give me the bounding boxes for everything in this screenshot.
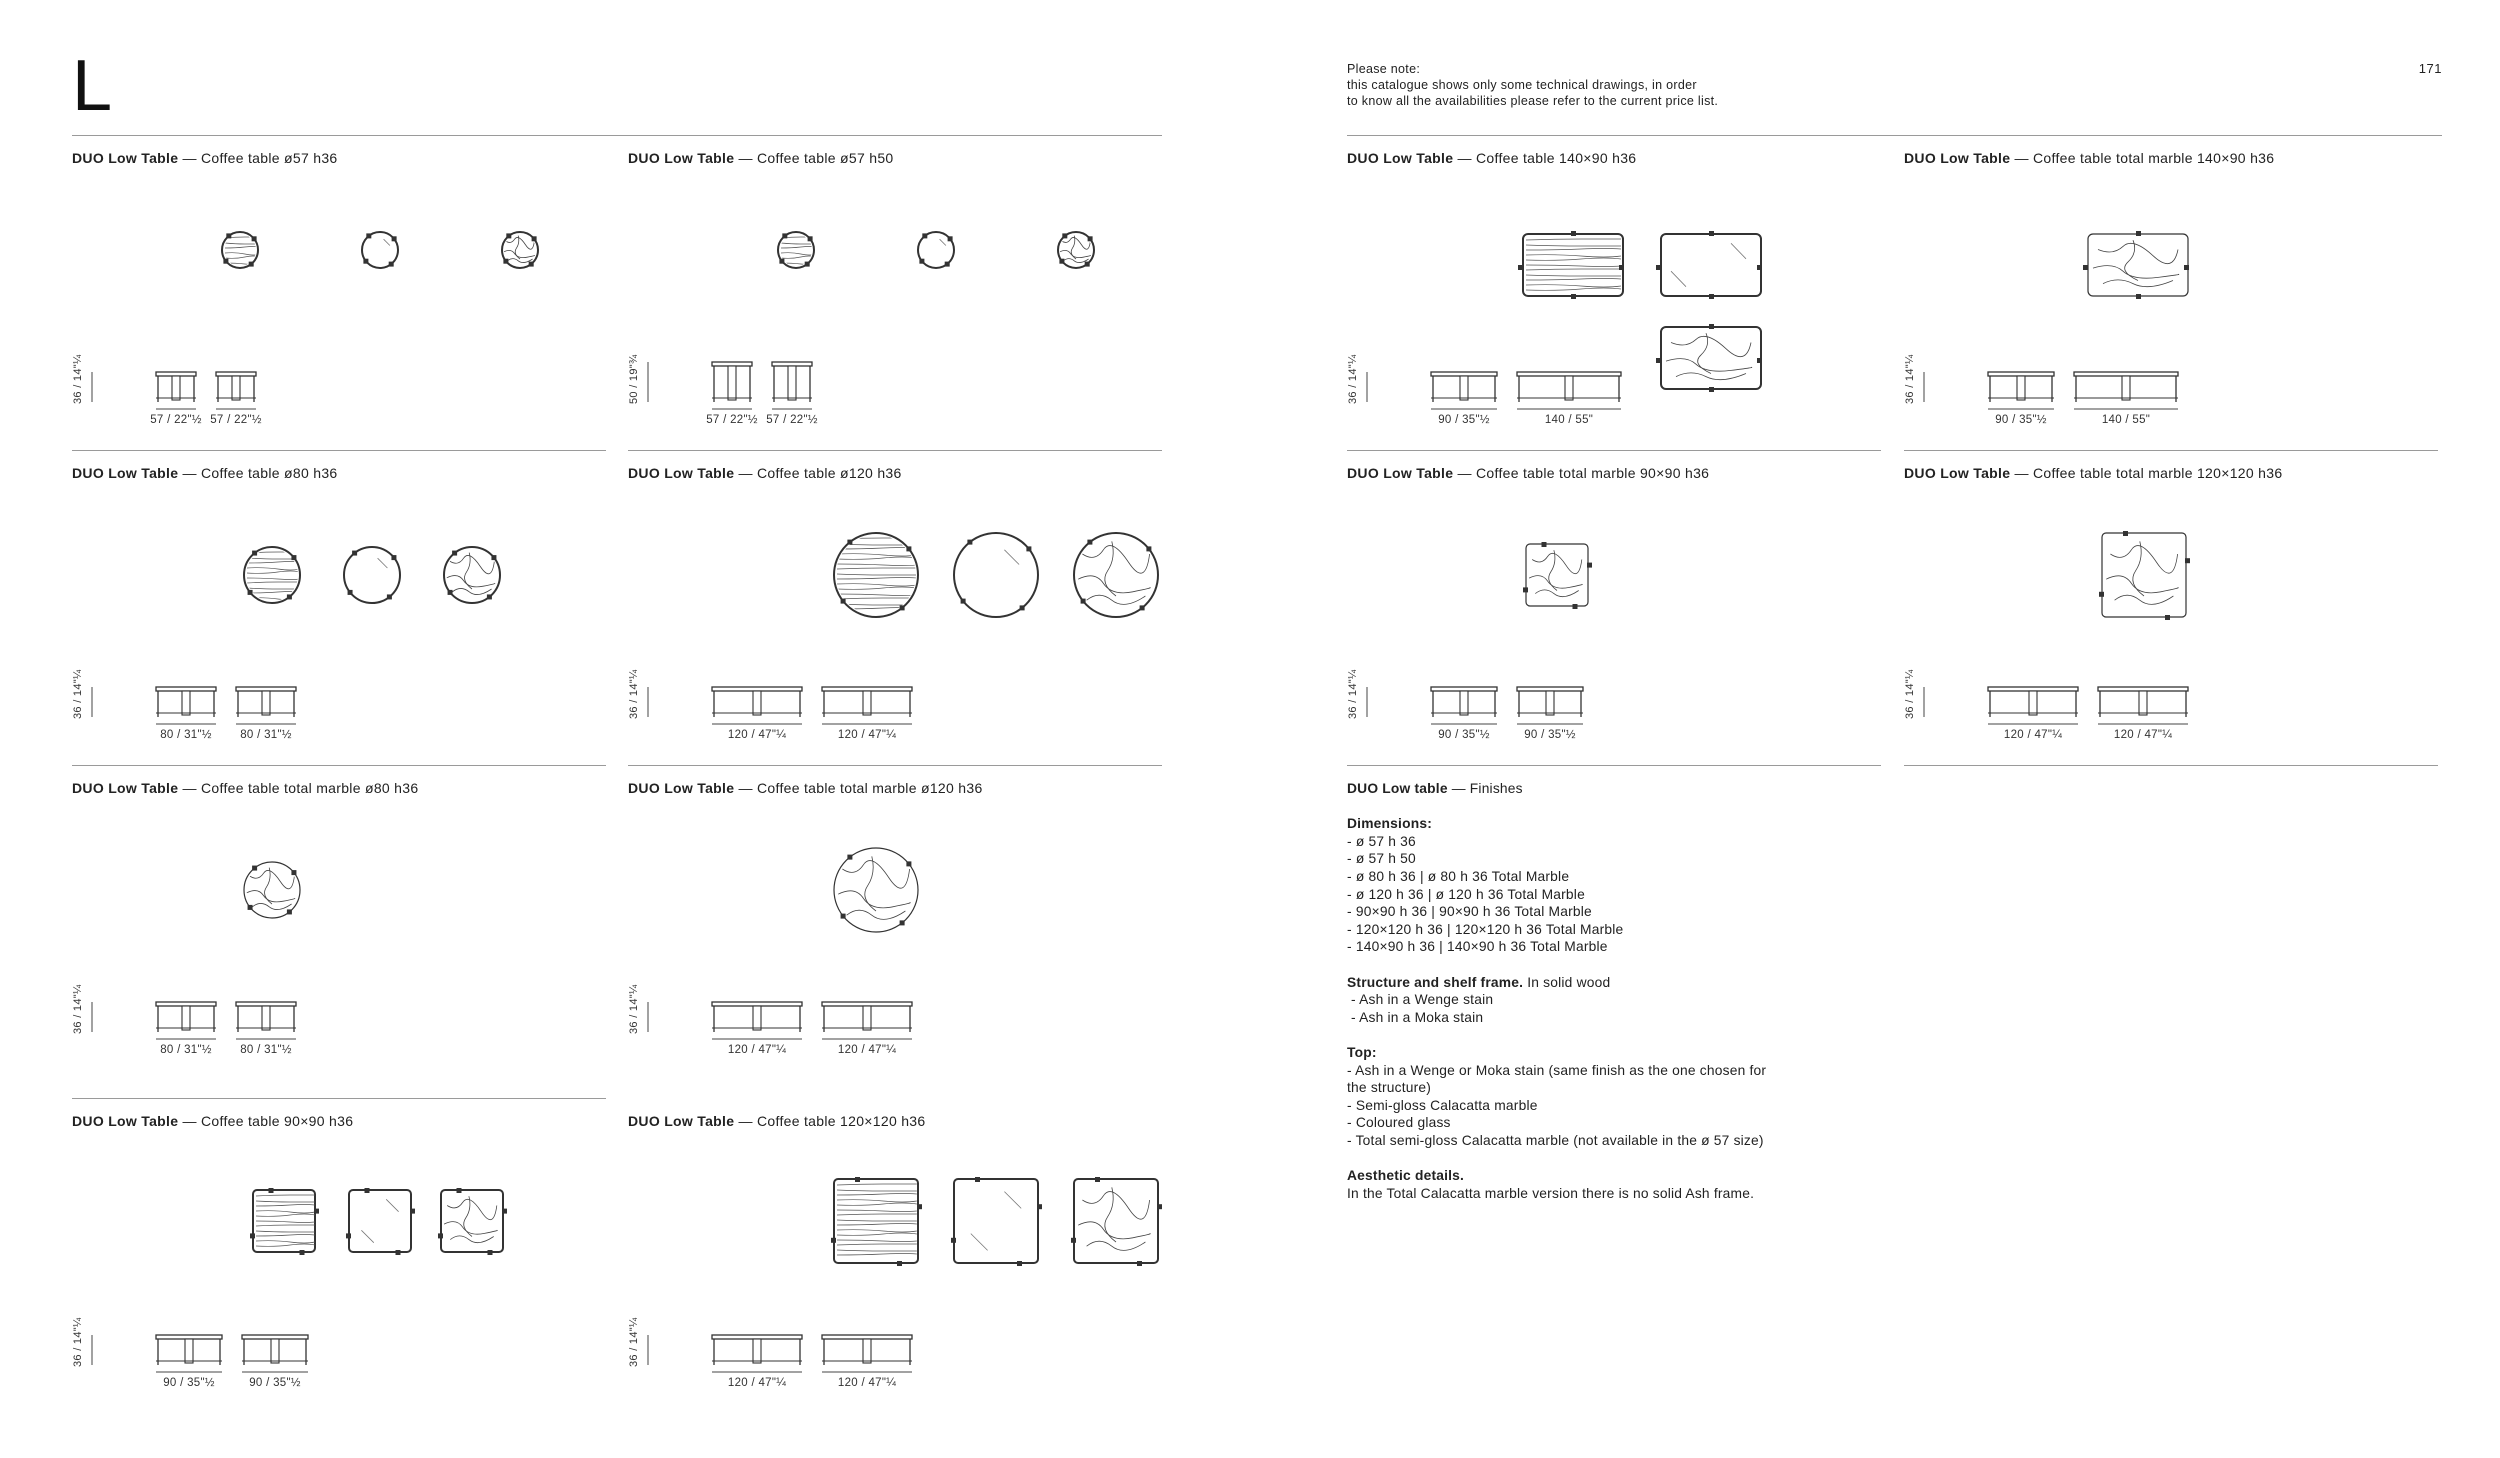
finishes-title-product: DUO Low table bbox=[1347, 781, 1448, 796]
dimension-item: - ø 120 h 36 | ø 120 h 36 Total Marble bbox=[1347, 886, 1585, 902]
divider bbox=[72, 765, 606, 766]
height-label: 36 / 14"¼ bbox=[1904, 354, 1916, 404]
table-side-view bbox=[2098, 687, 2188, 717]
table-side-view bbox=[822, 687, 912, 717]
height-label: 36 / 14"¼ bbox=[72, 984, 84, 1034]
technical-drawing bbox=[628, 780, 1162, 1070]
table-top-view bbox=[2083, 231, 2189, 299]
table-side-view bbox=[236, 687, 296, 717]
table-top-view bbox=[951, 1177, 1042, 1266]
finishes-title bbox=[1347, 780, 1766, 798]
top-item: - Total semi-gloss Calacatta marble (not available in the ø 57 size) bbox=[1347, 1132, 1764, 1148]
width-label: 120 / 47"¼ bbox=[2113, 729, 2173, 741]
width-label: 57 / 22"½ bbox=[706, 414, 758, 426]
product-cell bbox=[628, 780, 1162, 1070]
product-name: DUO Low Table bbox=[628, 780, 735, 796]
height-label: 36 / 14"¼ bbox=[628, 669, 640, 719]
top-item: - Ash in a Wenge or Moka stain (same finish as the one chosen for bbox=[1347, 1062, 1767, 1078]
top-item: - Semi-gloss Calacatta marble bbox=[1347, 1097, 1538, 1113]
table-top-view bbox=[344, 547, 400, 603]
product-name: DUO Low Table bbox=[1904, 465, 2011, 481]
height-label: 36 / 14"¼ bbox=[1347, 669, 1359, 719]
product-desc: — Coffee table 90×90 h36 bbox=[182, 1113, 354, 1129]
product-cell bbox=[72, 150, 606, 440]
table-side-view bbox=[156, 1002, 216, 1032]
technical-drawing bbox=[72, 1113, 606, 1403]
table-top-view bbox=[1518, 231, 1624, 299]
divider bbox=[1904, 765, 2438, 766]
table-side-view bbox=[216, 372, 256, 402]
height-label: 50 / 19"¾ bbox=[628, 354, 640, 404]
product-cell bbox=[1904, 465, 2438, 755]
table-top-view bbox=[1656, 231, 1762, 299]
table-top-view bbox=[244, 862, 300, 918]
note-line: Please note: bbox=[1347, 62, 1421, 76]
dimension-item: - ø 80 h 36 | ø 80 h 36 Total Marble bbox=[1347, 868, 1570, 884]
dimensions-heading: Dimensions: bbox=[1347, 816, 1432, 832]
divider bbox=[628, 450, 1162, 451]
divider bbox=[72, 450, 606, 451]
structure-item: - Ash in a Moka stain bbox=[1347, 1009, 1484, 1025]
technical-drawing bbox=[1347, 465, 1881, 755]
divider bbox=[628, 765, 1162, 766]
width-label: 90 / 35"½ bbox=[1438, 414, 1490, 426]
table-side-view bbox=[156, 372, 196, 402]
width-label: 120 / 47"¼ bbox=[727, 729, 787, 741]
product-name: DUO Low Table bbox=[72, 780, 179, 796]
technical-drawing bbox=[628, 150, 1162, 440]
product-desc: — Coffee table total marble ø80 h36 bbox=[182, 780, 419, 796]
table-top-view bbox=[918, 232, 954, 268]
table-side-view bbox=[1517, 372, 1621, 402]
table-side-view bbox=[712, 1335, 802, 1365]
width-label: 140 / 55" bbox=[1544, 414, 1594, 426]
table-side-view bbox=[236, 1002, 296, 1032]
table-side-view bbox=[156, 1335, 222, 1365]
divider bbox=[1347, 135, 2442, 136]
product-desc: — Coffee table ø57 h50 bbox=[738, 150, 894, 166]
dimension-item: - ø 57 h 36 bbox=[1347, 833, 1416, 849]
product-name: DUO Low Table bbox=[1347, 465, 1454, 481]
product-cell bbox=[1347, 465, 1881, 755]
width-label: 80 / 31"½ bbox=[160, 729, 212, 741]
table-top-view bbox=[438, 1188, 507, 1255]
product-desc: — Coffee table total marble 140×90 h36 bbox=[2014, 150, 2275, 166]
top-section bbox=[1347, 1044, 1766, 1150]
product-cell bbox=[1347, 150, 1881, 440]
table-side-view bbox=[1517, 687, 1583, 717]
technical-drawing bbox=[1904, 465, 2438, 755]
divider bbox=[1904, 450, 2438, 451]
note-line: this catalogue shows only some technical drawings, in order bbox=[1347, 78, 1697, 92]
table-top-view bbox=[834, 533, 918, 617]
height-label: 36 / 14"¼ bbox=[72, 354, 84, 404]
divider bbox=[1347, 450, 1881, 451]
table-side-view bbox=[156, 687, 216, 717]
product-desc: — Coffee table 120×120 h36 bbox=[738, 1113, 926, 1129]
table-side-view bbox=[822, 1335, 912, 1365]
product-cell bbox=[72, 465, 606, 755]
structure-section bbox=[1347, 974, 1766, 1027]
structure-item: - Ash in a Wenge stain bbox=[1347, 992, 1494, 1008]
width-label: 57 / 22"½ bbox=[150, 414, 202, 426]
structure-title bbox=[1347, 974, 1766, 992]
technical-drawing bbox=[72, 150, 606, 440]
table-top-view bbox=[222, 232, 259, 268]
table-side-view bbox=[2074, 372, 2178, 402]
table-top-view bbox=[1656, 324, 1762, 392]
product-desc: — Coffee table total marble 120×120 h36 bbox=[2014, 465, 2283, 481]
table-top-view bbox=[250, 1188, 319, 1255]
product-desc: — Coffee table ø80 h36 bbox=[182, 465, 338, 481]
width-label: 80 / 31"½ bbox=[240, 1044, 292, 1056]
table-top-view bbox=[244, 547, 300, 603]
table-side-view bbox=[712, 362, 752, 402]
dimension-item: - 120×120 h 36 | 120×120 h 36 Total Marble bbox=[1347, 921, 1624, 937]
width-label: 90 / 35"½ bbox=[1995, 414, 2047, 426]
catalogue-note bbox=[1347, 61, 1718, 109]
table-top-view bbox=[834, 848, 918, 932]
dimensions-section bbox=[1347, 815, 1766, 956]
width-label: 120 / 47"¼ bbox=[837, 1377, 897, 1389]
product-desc: — Coffee table total marble ø120 h36 bbox=[738, 780, 983, 796]
product-name: DUO Low Table bbox=[628, 1113, 735, 1129]
height-label: 36 / 14"¼ bbox=[628, 984, 640, 1034]
aesthetic-section bbox=[1347, 1167, 1766, 1202]
section-letter: L bbox=[72, 46, 113, 126]
table-top-view bbox=[831, 1177, 922, 1266]
width-label: 90 / 35"½ bbox=[1438, 729, 1490, 741]
top-item: - Coloured glass bbox=[1347, 1115, 1451, 1131]
height-label: 36 / 14"¼ bbox=[72, 669, 84, 719]
product-cell bbox=[72, 1113, 606, 1403]
table-side-view bbox=[712, 687, 802, 717]
width-label: 120 / 47"¼ bbox=[2003, 729, 2063, 741]
width-label: 90 / 35"½ bbox=[1524, 729, 1576, 741]
product-cell bbox=[628, 465, 1162, 755]
product-desc: — Coffee table ø57 h36 bbox=[182, 150, 338, 166]
table-side-view bbox=[242, 1335, 308, 1365]
table-top-view bbox=[1071, 1177, 1162, 1266]
product-desc: — Coffee table total marble 90×90 h36 bbox=[1457, 465, 1710, 481]
table-side-view bbox=[1988, 372, 2054, 402]
height-label: 36 / 14"¼ bbox=[628, 1317, 640, 1367]
width-label: 140 / 55" bbox=[2101, 414, 2151, 426]
table-top-view bbox=[502, 232, 538, 268]
height-label: 36 / 14"¼ bbox=[72, 1317, 84, 1367]
product-name: DUO Low Table bbox=[1904, 150, 2011, 166]
product-name: DUO Low Table bbox=[72, 1113, 179, 1129]
width-label: 120 / 47"¼ bbox=[727, 1377, 787, 1389]
width-label: 120 / 47"¼ bbox=[837, 1044, 897, 1056]
width-label: 120 / 47"¼ bbox=[837, 729, 897, 741]
note-line: to know all the availabilities please refer to the current price list. bbox=[1347, 94, 1719, 108]
table-top-view bbox=[1058, 232, 1094, 268]
technical-drawing bbox=[72, 780, 606, 1070]
finishes-block bbox=[1347, 780, 1766, 1202]
product-cell bbox=[628, 150, 1162, 440]
table-top-view bbox=[444, 547, 500, 603]
table-side-view bbox=[712, 1002, 802, 1032]
dimension-item: - 90×90 h 36 | 90×90 h 36 Total Marble bbox=[1347, 904, 1592, 920]
technical-drawing bbox=[628, 1113, 1162, 1403]
top-item: the structure) bbox=[1347, 1080, 1432, 1096]
table-top-view bbox=[1074, 533, 1158, 617]
table-top-view bbox=[778, 232, 815, 268]
width-label: 80 / 31"½ bbox=[160, 1044, 212, 1056]
product-cell bbox=[1904, 150, 2438, 440]
table-side-view bbox=[772, 362, 812, 402]
table-top-view bbox=[346, 1188, 415, 1255]
width-label: 57 / 22"½ bbox=[210, 414, 262, 426]
width-label: 90 / 35"½ bbox=[163, 1377, 215, 1389]
table-side-view bbox=[822, 1002, 912, 1032]
width-label: 90 / 35"½ bbox=[249, 1377, 301, 1389]
top-heading: Top: bbox=[1347, 1044, 1377, 1060]
product-name: DUO Low Table bbox=[628, 150, 735, 166]
height-label: 36 / 14"¼ bbox=[1904, 669, 1916, 719]
width-label: 120 / 47"¼ bbox=[727, 1044, 787, 1056]
page-number: 171 bbox=[2418, 61, 2442, 76]
table-top-view bbox=[1523, 542, 1592, 609]
product-desc: — Coffee table ø120 h36 bbox=[738, 465, 902, 481]
structure-rest: In solid wood bbox=[1523, 974, 1611, 990]
product-desc: — Coffee table 140×90 h36 bbox=[1457, 150, 1637, 166]
dimension-item: - ø 57 h 50 bbox=[1347, 851, 1416, 867]
table-side-view bbox=[1431, 687, 1497, 717]
table-top-view bbox=[2099, 531, 2190, 620]
table-top-view bbox=[362, 232, 398, 268]
product-cell bbox=[72, 780, 606, 1070]
table-side-view bbox=[1431, 372, 1497, 402]
structure-heading: Structure and shelf frame. bbox=[1347, 974, 1524, 990]
aesthetic-heading: Aesthetic details. bbox=[1347, 1168, 1465, 1184]
product-name: DUO Low Table bbox=[1347, 150, 1454, 166]
divider bbox=[1347, 765, 1881, 766]
technical-drawing bbox=[628, 465, 1162, 755]
aesthetic-text: In the Total Calacatta marble version there is no solid Ash frame. bbox=[1347, 1185, 1755, 1201]
dimension-item: - 140×90 h 36 | 140×90 h 36 Total Marble bbox=[1347, 939, 1608, 955]
technical-drawing bbox=[72, 465, 606, 755]
product-name: DUO Low Table bbox=[72, 465, 179, 481]
divider bbox=[72, 135, 1162, 136]
divider bbox=[72, 1098, 606, 1099]
technical-drawing bbox=[1347, 150, 1881, 440]
product-name: DUO Low Table bbox=[72, 150, 179, 166]
finishes-title-rest: — Finishes bbox=[1451, 781, 1523, 796]
technical-drawing bbox=[1904, 150, 2438, 440]
table-side-view bbox=[1988, 687, 2078, 717]
height-label: 36 / 14"¼ bbox=[1347, 354, 1359, 404]
width-label: 57 / 22"½ bbox=[766, 414, 818, 426]
table-top-view bbox=[954, 533, 1038, 617]
product-cell bbox=[628, 1113, 1162, 1403]
product-name: DUO Low Table bbox=[628, 465, 735, 481]
width-label: 80 / 31"½ bbox=[240, 729, 292, 741]
